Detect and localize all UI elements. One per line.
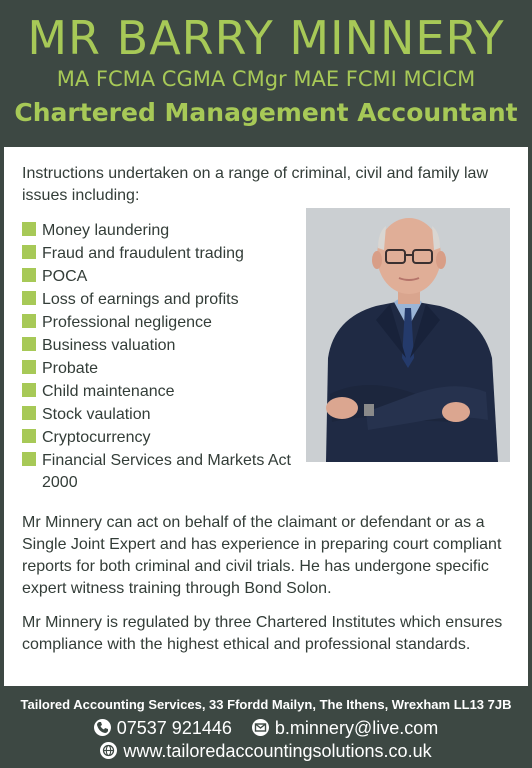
footer: [0, 686, 532, 768]
square-bullet-icon: [22, 314, 36, 328]
list-item: [22, 289, 302, 311]
website-link[interactable]: www.tailoredaccountingsolutions.co.uk: [123, 741, 432, 761]
list-item-label: Professional negligence: [42, 314, 212, 331]
list-item: [22, 220, 302, 242]
square-bullet-icon: [22, 429, 36, 443]
list-item: [22, 427, 302, 449]
square-bullet-icon: [22, 452, 36, 466]
intro-text: Instructions undertaken on a range of criminal, civil and family law issues including:: [22, 165, 488, 204]
list-item: [22, 358, 302, 380]
portrait-photo: [306, 208, 510, 462]
paragraph-regulation: Mr Minnery is regulated by three Chartered Institutes which ensures compliance with the highest ethical and professional standards.: [22, 614, 503, 653]
role-title: Chartered Management Accountant: [14, 98, 518, 127]
square-bullet-icon: [22, 383, 36, 397]
list-item-label: POCA: [42, 268, 88, 285]
content-panel: [4, 147, 528, 686]
header: [0, 0, 532, 142]
list-item-label: Fraud and fraudulent trading: [42, 245, 244, 262]
phone-number[interactable]: 07537 921446: [116, 718, 232, 738]
list-item: [22, 312, 302, 334]
list-item: [22, 450, 302, 494]
qualifications: MA FCMA CGMA CMgr MAE FCMI MCICM: [56, 67, 476, 91]
square-bullet-icon: [22, 222, 36, 236]
list-item: [22, 243, 302, 265]
list-item-label: Child maintenance: [42, 383, 175, 400]
website-row: [0, 739, 532, 763]
paragraph-expert: Mr Minnery can act on behalf of the claimant or defendant or as a Single Joint Expert and has experience in preparing court compliant reports for both criminal and civil trials. He has undergone specific expert witness training through Bond Solon.: [22, 514, 502, 597]
address: Tailored Accounting Services, 33 Ffordd Mailyn, The Ithens, Wrexham LL13 7JB: [20, 697, 512, 712]
email-address[interactable]: b.minnery@live.com: [274, 718, 439, 738]
page-title: MR BARRY MINNERY: [27, 11, 505, 65]
issues-list: [22, 220, 302, 495]
email-icon: [252, 719, 269, 736]
square-bullet-icon: [22, 360, 36, 374]
list-item: [22, 335, 302, 357]
list-item-label: Money laundering: [42, 222, 170, 239]
globe-icon: [100, 742, 117, 759]
list-item-label: Loss of earnings and profits: [42, 291, 239, 308]
list-item: [22, 266, 302, 288]
phone-icon: [94, 719, 111, 736]
list-item-label: Financial Services and Markets Act 2000: [42, 452, 291, 491]
list-item-label: Probate: [42, 360, 99, 377]
list-item: [22, 381, 302, 403]
list-item: [22, 404, 302, 426]
list-item-label: Cryptocurrency: [42, 429, 151, 446]
square-bullet-icon: [22, 268, 36, 282]
list-item-label: Stock vaulation: [42, 406, 151, 423]
square-bullet-icon: [22, 245, 36, 259]
square-bullet-icon: [22, 406, 36, 420]
contact-row: [0, 716, 532, 740]
square-bullet-icon: [22, 337, 36, 351]
list-item-label: Business valuation: [42, 337, 176, 354]
square-bullet-icon: [22, 291, 36, 305]
